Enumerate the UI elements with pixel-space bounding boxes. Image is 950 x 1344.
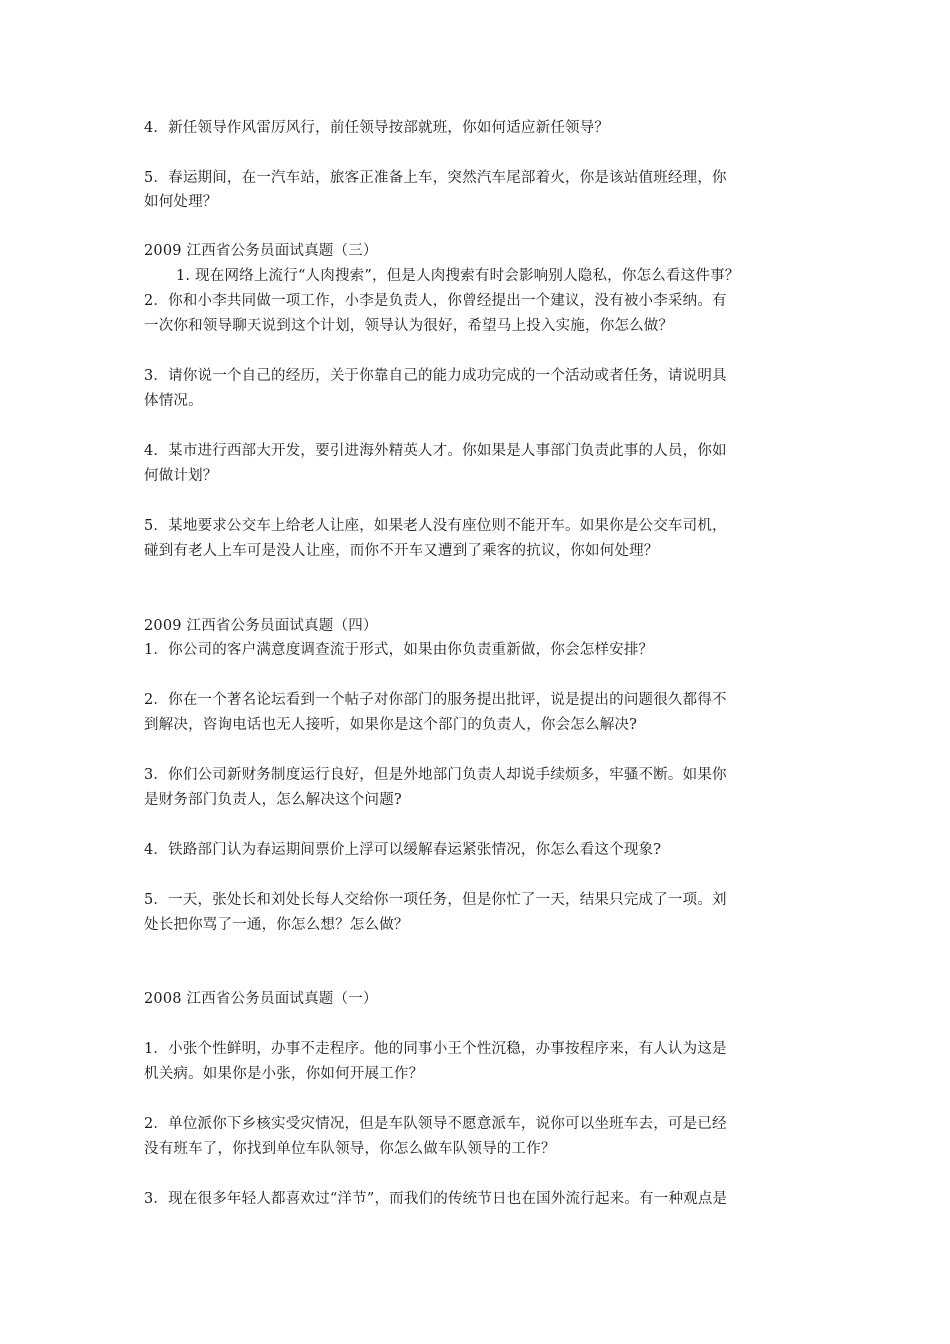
section-heading: 2009 江西省公务员面试真题（四）: [144, 618, 378, 634]
question-line: 5．春运期间，在一汽车站，旅客正准备上车，突然汽车尾部着火，你是该站值班经理，你: [144, 170, 727, 186]
question-line: 如何处理？: [144, 194, 218, 210]
question-line: 3．现在很多年轻人都喜欢过“洋节”，而我们的传统节日也在国外流行起来。有一种观点是: [144, 1191, 728, 1207]
question-line: 1．你公司的客户满意度调查流于形式，如果由你负责重新做，你会怎样安排？: [144, 642, 654, 658]
question-line: 碰到有老人上车可是没人让座，而你不开车又遭到了乘客的抗议，你如何处理？: [144, 543, 659, 559]
question-line: 没有班车了，你找到单位车队领导，你怎么做车队领导的工作？: [144, 1141, 556, 1157]
question-line: 1．小张个性鲜明，办事不走程序。他的同事小王个性沉稳，办事按程序来，有人认为这是: [144, 1041, 727, 1057]
question-line: 5．某地要求公交车上给老人让座，如果老人没有座位则不能开车。如果你是公交车司机，: [144, 518, 727, 534]
question-line: 1. 现在网络上流行“人肉搜索”，但是人肉搜索有时会影响别人隐私，你怎么看这件事？: [176, 268, 740, 284]
section-heading: 2009 江西省公务员面试真题（三）: [144, 243, 378, 259]
question-line: 何做计划？: [144, 468, 218, 484]
question-line: 2．你和小李共同做一项工作，小李是负责人，你曾经提出一个建议，没有被小李采纳。有: [144, 293, 727, 309]
question-line: 5．一天，张处长和刘处长每人交给你一项任务，但是你忙了一天，结果只完成了一项。刘: [144, 892, 727, 908]
question-line: 3．你们公司新财务制度运行良好，但是外地部门负责人却说手续烦多，牢骚不断。如果你: [144, 767, 727, 783]
question-line: 体情况。: [144, 393, 203, 409]
question-line: 4．铁路部门认为春运期间票价上浮可以缓解春运紧张情况，你怎么看这个现象?: [144, 842, 662, 858]
question-line: 2．单位派你下乡核实受灾情况，但是车队领导不愿意派车，说你可以坐班车去，可是已经: [144, 1116, 727, 1132]
question-line: 3．请你说一个自己的经历，关于你靠自己的能力成功完成的一个活动或者任务，请说明具: [144, 368, 727, 384]
section-heading: 2008 江西省公务员面试真题（一）: [144, 991, 378, 1007]
question-line: 4．新任领导作风雷厉风行，前任领导按部就班，你如何适应新任领导？: [144, 120, 610, 136]
question-line: 一次你和领导聊天说到这个计划，领导认为很好，希望马上投入实施，你怎么做？: [144, 318, 674, 334]
question-line: 2．你在一个著名论坛看到一个帖子对你部门的服务提出批评，说是提出的问题很久都得不: [144, 692, 727, 708]
question-line: 4．某市进行西部大开发，要引进海外精英人才。你如果是人事部门负责此事的人员，你如: [144, 443, 727, 459]
question-line: 机关病。如果你是小张，你如何开展工作？: [144, 1066, 424, 1082]
question-line: 处长把你骂了一通，你怎么想？怎么做？: [144, 917, 409, 933]
question-line: 是财务部门负责人，怎么解决这个问题?: [144, 792, 402, 808]
question-line: 到解决，咨询电话也无人接听，如果你是这个部门的负责人，你会怎么解决?: [144, 717, 638, 733]
